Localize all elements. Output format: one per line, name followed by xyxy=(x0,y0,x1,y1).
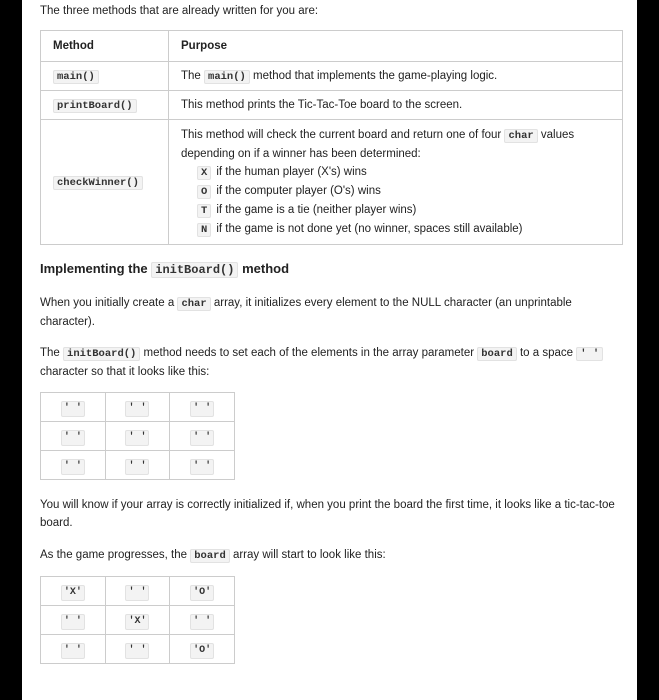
p2-text: method needs to set each of the elements in the array parameter xyxy=(143,347,475,359)
purpose-text: values depending on if a winner has been determined: xyxy=(181,129,575,160)
method-code: printBoard() xyxy=(53,99,137,113)
list-item xyxy=(181,163,610,182)
purpose-cell xyxy=(169,120,623,245)
cell-value: 'X' xyxy=(125,614,149,630)
return-text: if the human player (X's) wins xyxy=(216,166,367,178)
list-item xyxy=(181,182,610,201)
cell-value: ' ' xyxy=(190,401,214,417)
table-row xyxy=(41,91,623,120)
return-code: O xyxy=(197,185,211,199)
cell-value: ' ' xyxy=(61,430,85,446)
grid-cell xyxy=(170,606,235,635)
cell-value: ' ' xyxy=(190,430,214,446)
cell-value: ' ' xyxy=(125,401,149,417)
cell-value: ' ' xyxy=(125,643,149,659)
grid-cell xyxy=(41,577,106,606)
p1-code: char xyxy=(177,297,210,311)
heading-code: initBoard() xyxy=(151,262,238,278)
header-purpose: Purpose xyxy=(169,31,623,62)
heading-text: Implementing the xyxy=(40,261,148,276)
table-row xyxy=(41,120,623,245)
grid-row xyxy=(41,393,235,422)
p1-text: array, it initializes every element to the NULL character (an unprintable character). xyxy=(40,297,572,328)
list-item xyxy=(181,201,610,220)
intro-text: The three methods that are already written for you are: xyxy=(40,5,319,17)
document-page xyxy=(22,0,637,700)
p2-text: character so that it looks like this: xyxy=(40,366,210,378)
purpose-cell: This method prints the Tic-Tac-Toe board to the screen. xyxy=(169,91,623,120)
cell-value: 'O' xyxy=(190,585,214,601)
method-code: checkWinner() xyxy=(53,176,143,190)
header-method: Method xyxy=(41,31,169,62)
purpose-text: method that implements the game-playing logic. xyxy=(253,69,498,82)
cell-value: ' ' xyxy=(125,585,149,601)
cell-value: ' ' xyxy=(61,614,85,630)
cell-value: ' ' xyxy=(61,459,85,475)
grid-cell xyxy=(41,635,106,664)
paragraph-4 xyxy=(40,546,620,565)
grid-cell xyxy=(170,451,235,480)
grid-cell xyxy=(105,393,170,422)
cell-value: ' ' xyxy=(125,459,149,475)
p2-text: to a space xyxy=(519,347,574,359)
cell-value: ' ' xyxy=(61,401,85,417)
purpose-code: char xyxy=(504,129,537,143)
grid-cell xyxy=(105,577,170,606)
paragraph-3: You will know if your array is correctly initialized if, when you print the board the first time, it looks like a tic-tac-toe board. xyxy=(40,499,615,529)
grid-cell xyxy=(170,422,235,451)
section-heading xyxy=(40,261,289,277)
p4-text: array will start to look like this: xyxy=(232,549,386,561)
grid-cell xyxy=(41,606,106,635)
grid-cell xyxy=(41,451,106,480)
method-code: main() xyxy=(53,70,99,84)
return-text: if the computer player (O's) wins xyxy=(216,185,381,197)
heading-text: method xyxy=(242,261,290,276)
cell-value: ' ' xyxy=(190,614,214,630)
method-cell xyxy=(41,62,169,91)
return-text: if the game is a tie (neither player wins) xyxy=(216,204,417,216)
cell-value: ' ' xyxy=(125,430,149,446)
purpose-text: This method will check the current board and return one of four xyxy=(181,129,502,141)
p2-code: initBoard() xyxy=(63,347,140,361)
grid-row xyxy=(41,422,235,451)
purpose-text: The xyxy=(181,69,201,82)
p2-code: board xyxy=(477,347,517,361)
list-item xyxy=(181,220,610,239)
grid-cell xyxy=(105,422,170,451)
return-text: if the game is not done yet (no winner, spaces still available) xyxy=(216,223,523,235)
p2-code: ' ' xyxy=(576,347,603,361)
grid-cell xyxy=(170,393,235,422)
p4-code: board xyxy=(190,549,230,563)
cell-value: ' ' xyxy=(61,643,85,659)
p1-text: When you initially create a xyxy=(40,297,175,309)
return-values-list xyxy=(181,163,610,239)
grid-cell xyxy=(105,451,170,480)
method-cell xyxy=(41,120,169,245)
cell-value: ' ' xyxy=(190,459,214,475)
return-code: N xyxy=(197,223,211,237)
method-cell xyxy=(41,91,169,120)
grid-cell xyxy=(105,606,170,635)
grid-row xyxy=(41,577,235,606)
cell-value: 'O' xyxy=(190,643,214,659)
grid-cell xyxy=(41,422,106,451)
return-code: X xyxy=(197,166,211,180)
p4-text: As the game progresses, the xyxy=(40,549,188,561)
table-row xyxy=(41,62,623,91)
paragraph-2 xyxy=(40,344,620,381)
paragraph-1 xyxy=(40,294,610,331)
purpose-code: main() xyxy=(204,70,250,84)
p2-text: The xyxy=(40,347,60,359)
grid-cell xyxy=(105,635,170,664)
grid-cell xyxy=(170,635,235,664)
grid-row xyxy=(41,451,235,480)
table-header-row xyxy=(41,31,623,62)
progress-board-grid xyxy=(40,576,235,664)
cell-value: 'X' xyxy=(61,585,85,601)
return-code: T xyxy=(197,204,211,218)
grid-cell xyxy=(170,577,235,606)
grid-row xyxy=(41,606,235,635)
purpose-cell xyxy=(169,62,623,91)
methods-table xyxy=(40,30,623,245)
grid-row xyxy=(41,635,235,664)
grid-cell xyxy=(41,393,106,422)
empty-board-grid xyxy=(40,392,235,480)
